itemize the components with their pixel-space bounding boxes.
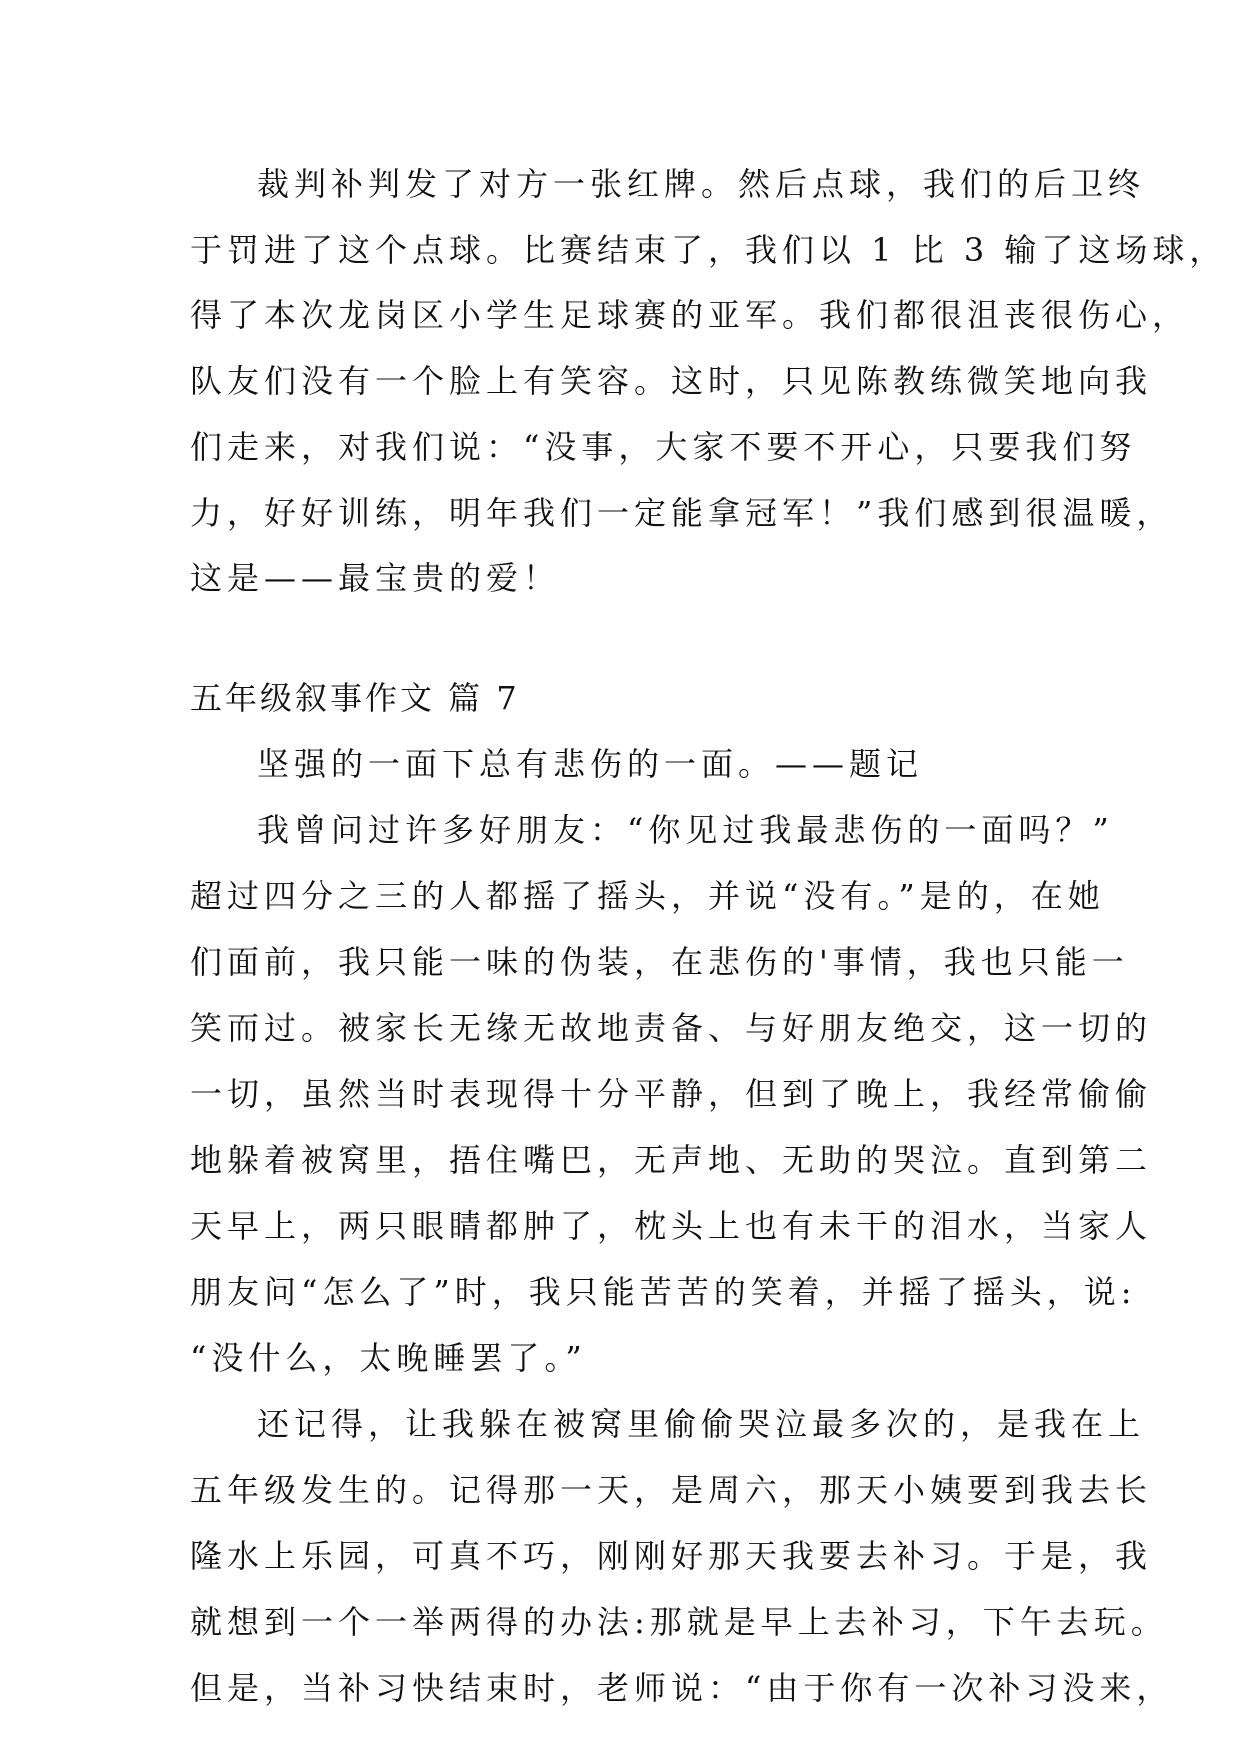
text-line: 得了本次龙岗区小学生足球赛的亚军。我们都很沮丧很伤心， [190, 296, 1190, 334]
section-heading: 五年级叙事作文 篇 7 [190, 679, 520, 717]
text-line: 力，好好训练，明年我们一定能拿冠军！”我们感到很温暖， [190, 494, 1174, 532]
epigraph: 坚强的一面下总有悲伤的一面。——题记 [257, 745, 924, 783]
text-line: 超过四分之三的人都摇了摇头，并说“没有。”是的，在她 [190, 877, 1105, 915]
text-line: 天早上，两只眼睛都肿了，枕头上也有未干的泪水，当家人 [190, 1207, 1153, 1245]
text-line: 笑而过。被家长无缘无故地责备、与好朋友绝交，这一切的 [190, 1009, 1153, 1047]
text-line: 还记得，让我躲在被窝里偷偷哭泣最多次的，是我在上 [257, 1405, 1146, 1443]
text-line: “没什么，太晚睡罢了。” [190, 1339, 587, 1377]
text-line: 我曾问过许多好朋友：“你见过我最悲伤的一面吗？” [257, 811, 1114, 849]
text-line: 一切，虽然当时表现得十分平静，但到了晚上，我经常偷偷 [190, 1075, 1153, 1113]
text-line: 裁判补判发了对方一张红牌。然后点球，我们的后卫终 [257, 165, 1146, 203]
text-line: 五年级发生的。记得那一天，是周六，那天小姨要到我去长 [190, 1471, 1153, 1509]
text-line: 就想到一个一举两得的办法:那就是早上去补习，下午去玩。 [190, 1603, 1168, 1641]
text-line: 于罚进了这个点球。比赛结束了，我们以 1 比 3 输了这场球， [190, 231, 1227, 269]
text-line: 们面前，我只能一味的伪装，在悲伤的'事情，我也只能一 [190, 943, 1129, 981]
text-line: 隆水上乐园，可真不巧，刚刚好那天我要去补习。于是，我 [190, 1537, 1153, 1575]
text-line: 地躲着被窝里，捂住嘴巴，无声地、无助的哭泣。直到第二 [190, 1141, 1153, 1179]
text-line: 队友们没有一个脸上有笑容。这时，只见陈教练微笑地向我 [190, 362, 1153, 400]
text-line: 这是——最宝贵的爱！ [190, 559, 561, 597]
text-line: 但是，当补习快结束时，老师说：“由于你有一次补习没来， [190, 1669, 1174, 1707]
text-line: 们走来，对我们说：“没事，大家不要不开心，只要我们努 [190, 428, 1137, 466]
text-line: 朋友问“怎么了”时，我只能苦苦的笑着，并摇了摇头，说: [190, 1273, 1137, 1311]
